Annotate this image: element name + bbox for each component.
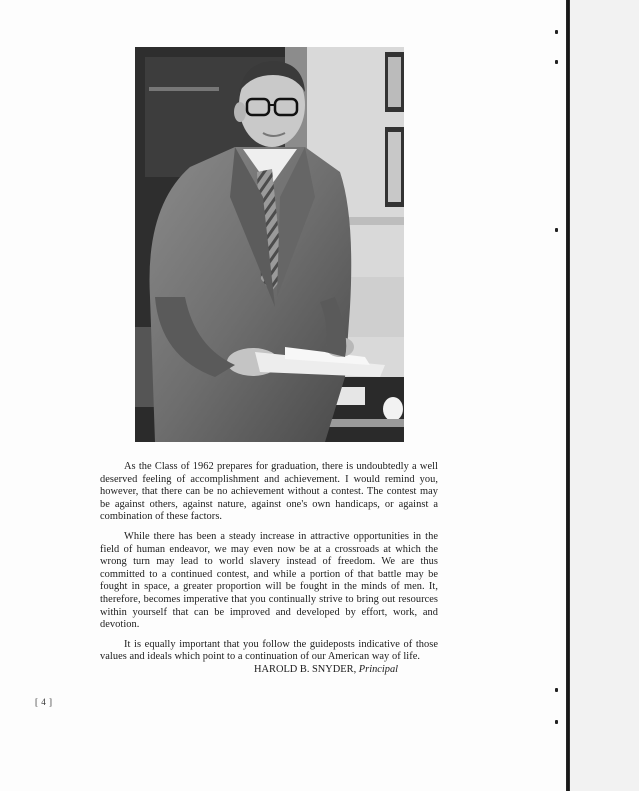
- principal-message: [100, 461, 438, 671]
- staple-mark: [555, 228, 558, 232]
- staple-mark: [555, 688, 558, 692]
- staple-mark: [555, 720, 558, 724]
- message-paragraph-2: While there has been a steady increase in attractive opportunities in the field of human endeavor, we may even now be at a crossroads at which the wrong turn may lead to world slavery instead of freedom. We are thus committed to a continued contest, and while a portion of that battle may be fought in space, a greater proportion will be fought in the minds of men. It, therefore, becomes imperative that you continually strive to bring out resources within yourself that can be improved and developed by effort, work, and devotion.: [100, 530, 438, 631]
- portrait-image: [135, 47, 404, 442]
- signature-name: HAROLD B. SNYDER,: [254, 664, 357, 675]
- scan-margin: [570, 0, 639, 791]
- message-paragraph-3: It is equally important that you follow the guideposts indicative of those values and ideals which point to a continuation of our American way of life.: [100, 638, 438, 663]
- principal-portrait-photo: [135, 47, 404, 442]
- staple-mark: [555, 60, 558, 64]
- signature-title: Principal: [358, 664, 399, 675]
- page-number: [ 4 ]: [35, 697, 53, 707]
- message-paragraph-1: As the Class of 1962 prepares for graduation, there is undoubtedly a well deserved feeling of accomplishment and achievement. I would remind you, however, that there can be no achievement without a contest. The contest may be against others, against nature, against one's own handicaps, or against a combination of these factors.: [100, 461, 438, 523]
- signature-line: [254, 664, 444, 675]
- staple-mark: [555, 30, 558, 34]
